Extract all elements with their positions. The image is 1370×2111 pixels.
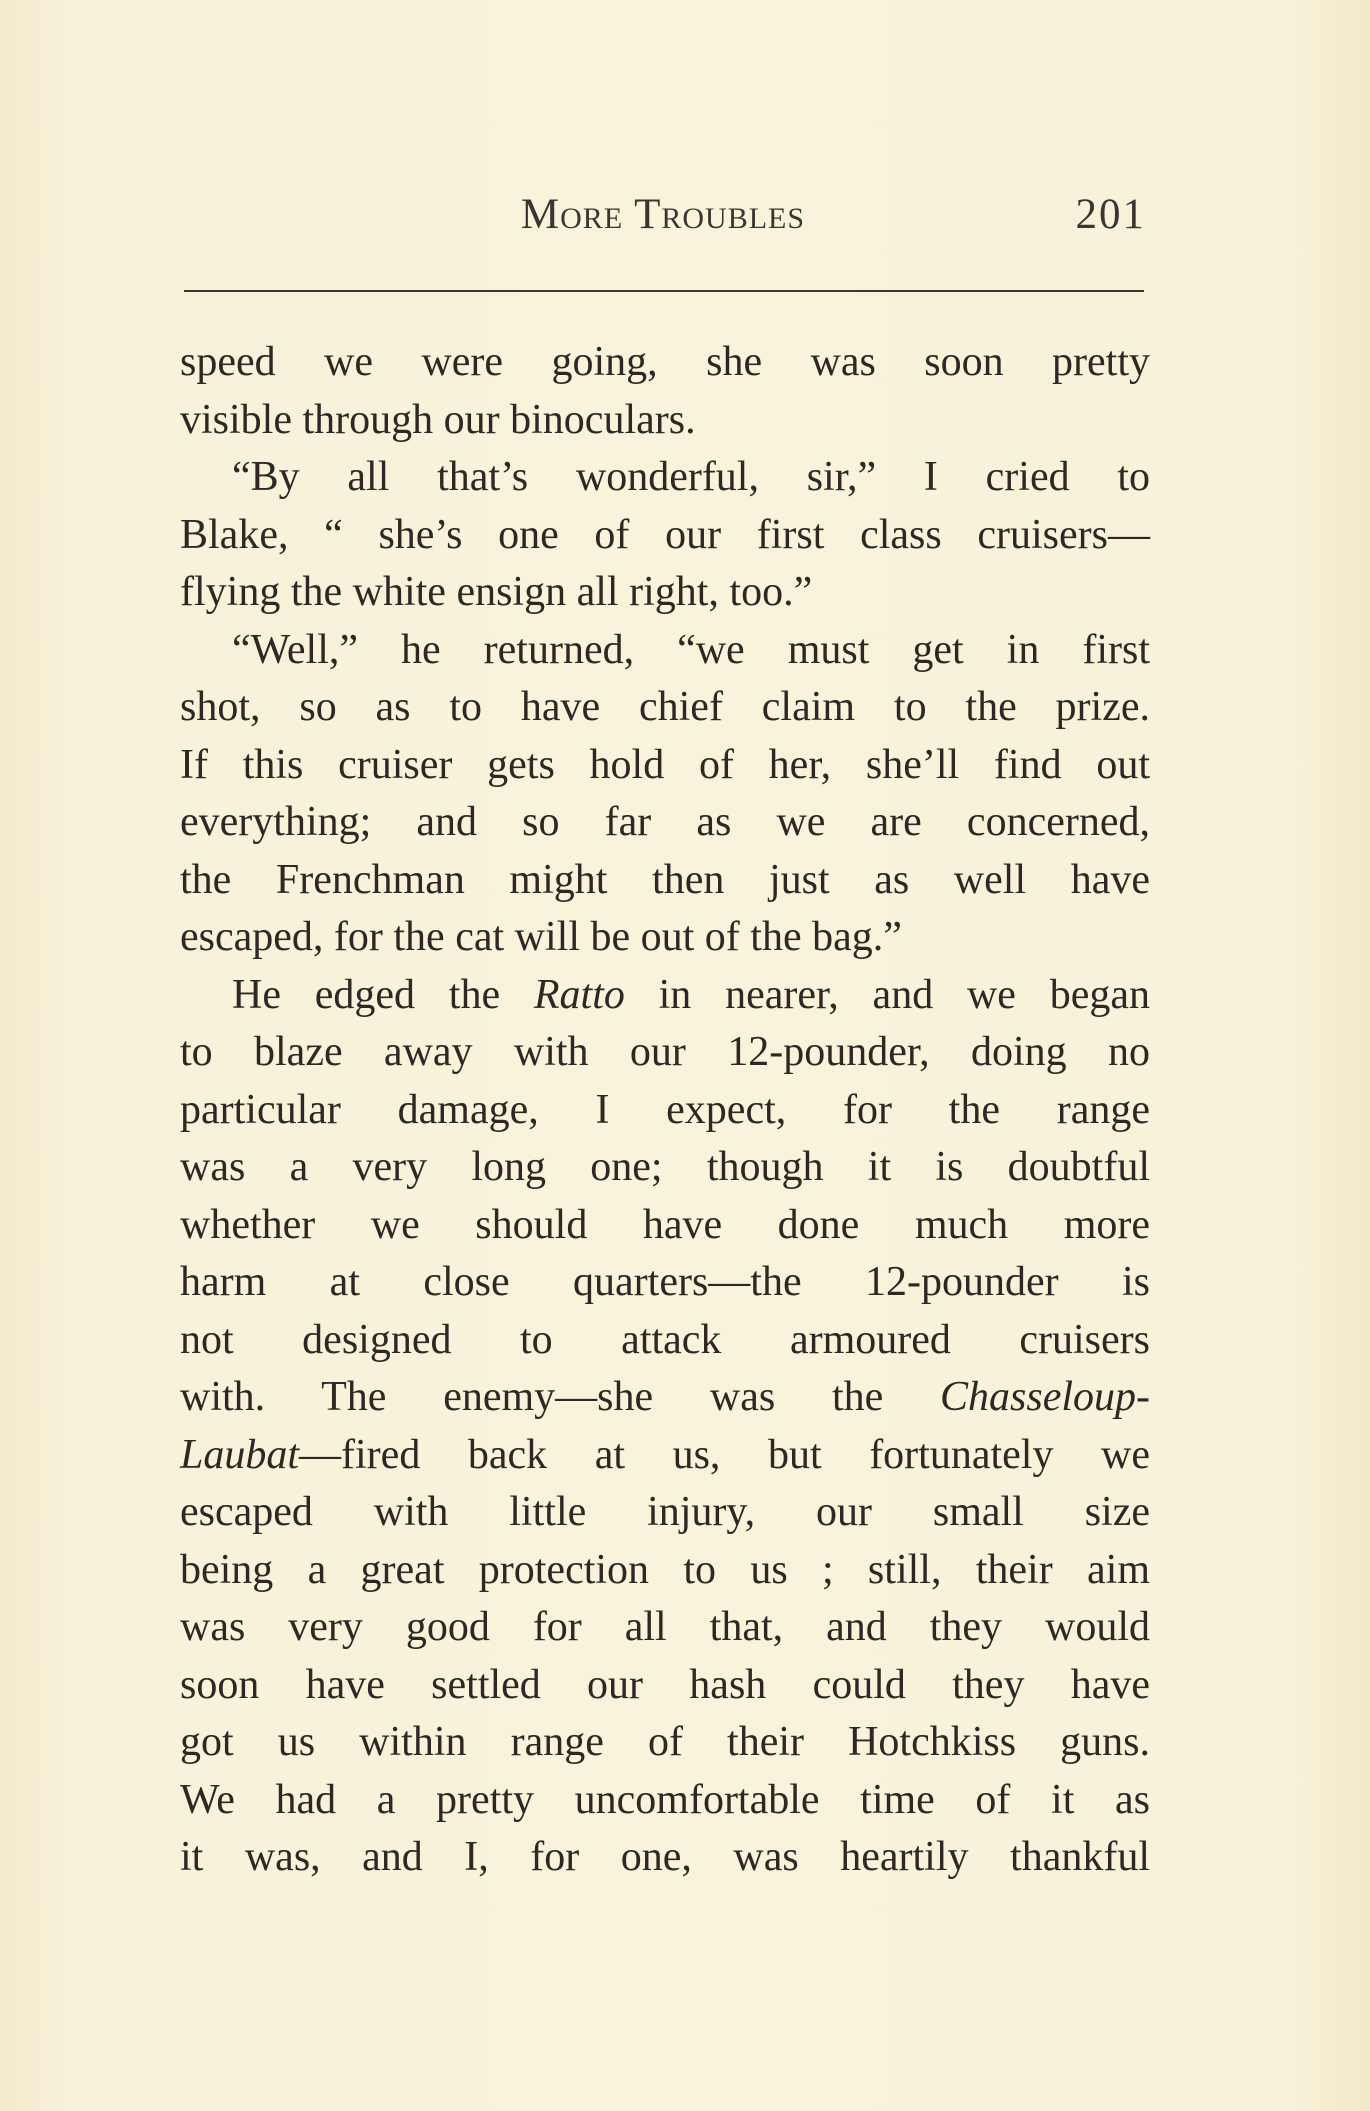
text-line: to blaze away with our 12-pounder, doing no [180, 1029, 1150, 1075]
text-line: got us within range of their Hotchkiss guns. [180, 1719, 1150, 1765]
text-line: particular damage, I expect, for the range [180, 1086, 1150, 1133]
text-line: visible through our binoculars. [180, 396, 696, 443]
text-line: everything; and so far as we are concerned, [180, 799, 1150, 845]
page-number: 201 [1075, 191, 1146, 238]
running-head: More Troubles [520, 191, 806, 238]
ship-name-ratto: Ratto [533, 971, 625, 1018]
text-fragment: with. The enemy—she was the [180, 1374, 884, 1420]
text-line: was very good for all that, and they would [180, 1604, 1150, 1650]
text-line [180, 1369, 1150, 1427]
text-line: If this cruiser gets hold of her, she’ll find out [180, 741, 1150, 788]
text-line: was a very long one; though it is doubtful [180, 1144, 1150, 1190]
text-line: soon have settled our hash could they have [180, 1661, 1150, 1708]
text-line: not designed to attack armoured cruisers [180, 1316, 1150, 1363]
text-line: flying the white ensign all right, too.” [180, 569, 813, 615]
text-line: Blake, “ she’s one of our first class cruisers— [180, 511, 1150, 558]
text-fragment: —fired back at us, but fortunately we [299, 1431, 1150, 1478]
text-line: “Well,” he returned, “we must get in first [232, 626, 1150, 673]
text-line: harm at close quarters—the 12-pounder is [180, 1259, 1150, 1305]
header-rule [184, 290, 1144, 292]
text-line: We had a pretty uncomfortable time of it as [180, 1776, 1150, 1823]
ship-name-chasseloup: Chasseloup- [940, 1374, 1150, 1420]
body-text [180, 334, 1150, 1887]
text-line: “By all that’s wonderful, sir,” I cried to [232, 454, 1150, 500]
text-line: escaped with little injury, our small size [180, 1489, 1150, 1535]
ship-name-laubat: Laubat [180, 1431, 300, 1478]
text-line: whether we should have done much more [180, 1201, 1150, 1248]
text-line [180, 1427, 1150, 1485]
text-line: it was, and I, for one, was heartily thankful [180, 1834, 1150, 1880]
text-line: escaped, for the cat will be out of the bag.” [180, 914, 902, 960]
page-header [180, 190, 1146, 250]
text-line: being a great protection to us ; still, their aim [180, 1546, 1150, 1593]
text-line [180, 967, 1150, 1025]
text-line: the Frenchman might then just as well have [180, 856, 1150, 903]
text-line: shot, so as to have chief claim to the prize. [180, 684, 1150, 730]
text-fragment: He edged the [232, 971, 501, 1018]
text-fragment: in nearer, and we began [658, 971, 1150, 1018]
text-line: speed we were going, she was soon pretty [180, 339, 1150, 385]
